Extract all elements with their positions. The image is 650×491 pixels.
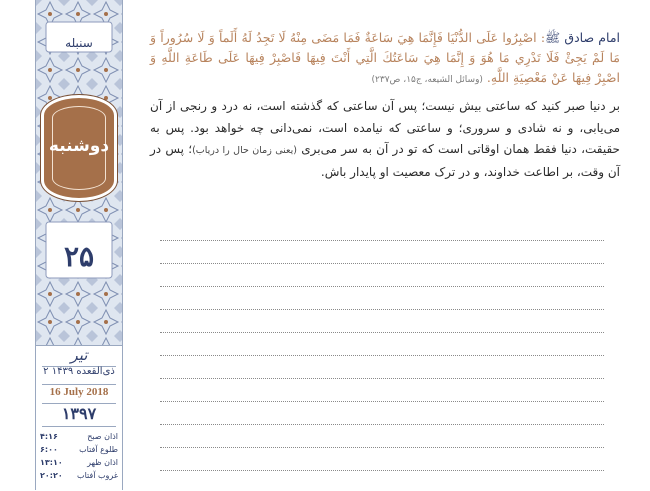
translation-text-end: ؛ پس در آن وقت، بر اطاعت خداوند، و در ترک معصیت او پایدار باش. [150,142,620,179]
weekday-name: دوشنبه [48,136,110,156]
hadith-block [150,28,620,183]
hijri-date: ۲ ذی‌القعده ۱۴۳۹ [43,366,115,377]
prayer-time-row: طلوع آفتاب ۶:۰۰ [40,445,118,454]
note-line[interactable] [160,309,604,310]
hadith-arabic-text: اصْبِرُوا عَلَى الدُّنْيَا فَإِنَّمَا هِيَ سَاعَةٌ فَمَا مَضَى مِنْهُ لَا تَجِدُ لَهُ أَلَماً وَ لَا سُرُوراً وَ مَا لَمْ يَجِئْ فَلَا تَدْرِي مَا هُوَ وَ إِنَّمَا هِيَ سَاعَتُكَ الَّتِي أَنْتَ فِيهَا فَاصْبِرْ فِيهَا عَلَى طَاعَةِ اللَّهِ وَ اصْبِرْ فِيهَا عَنْ مَعْصِيَةِ اللَّهِ. [150,30,620,85]
calendar-sidebar [35,0,123,490]
prayer-time-row: اذان صبح ۴:۱۶ [40,432,118,441]
prayer-time-row: غروب آفتاب ۲۰:۲۰ [40,471,118,480]
note-line[interactable] [160,378,604,379]
note-line[interactable] [160,332,604,333]
hadith-speaker: امام صادق [564,30,620,45]
zodiac-month-label: سنبله [65,36,93,50]
prayer-time-row: اذان ظهر ۱۳:۱۰ [40,458,118,467]
honorific-glyph: ﷺ [545,30,561,45]
note-line[interactable] [160,424,604,425]
translation-text: بر دنیا صبر کنید که ساعتی بیش نیست؛ پس آن ساعتی که گذشته است، نه درد و رنجی از آن می‌یابی، و نه شادی و سروری؛ و ساعتی که نیامده است، نمی‌دانی چه خواهد بود. پس به حقیقت، دنیا فقط همان اوقاتی است که تو در آن به سر می‌بری [150,99,620,156]
solar-month-name: تیر [70,346,88,364]
hadith-arabic: امام صادق ﷺ: اصْبِرُوا عَلَى الدُّنْيَا فَإِنَّمَا هِيَ سَاعَةٌ فَمَا مَضَى مِنْهُ لَا تَجِدُ لَهُ أَلَماً وَ لَا سُرُوراً وَ مَا لَمْ يَجِئْ فَلَا تَدْرِي مَا هُوَ وَ إِنَّمَا هِيَ سَاعَتُكَ الَّتِي أَنْتَ فِيهَا فَاصْبِرْ فِيهَا عَلَى طَاعَةِ اللَّهِ وَ اصْبِرْ فِيهَا عَنْ مَعْصِيَةِ اللَّهِ. (وسائل الشیعه، ج۱۵، ص۲۳۷) [150,30,620,85]
note-line[interactable] [160,286,604,287]
solar-year: ۱۳۹۷ [61,404,97,423]
date-info-panel [36,345,122,491]
note-line[interactable] [160,240,604,241]
day-number: ۲۵ [63,240,95,273]
note-line[interactable] [160,447,604,448]
hadith-translation [150,96,620,183]
translation-aside: (یعنی زمان حال را دریاب) [192,145,297,156]
note-line[interactable] [160,263,604,264]
note-line[interactable] [160,355,604,356]
note-line[interactable] [160,470,604,471]
weekday-badge [44,98,114,198]
hadith-source: (وسائل الشیعه، ج۱۵، ص۲۳۷) [371,75,483,85]
note-line[interactable] [160,401,604,402]
gregorian-date: 16 July 2018 [49,386,109,398]
